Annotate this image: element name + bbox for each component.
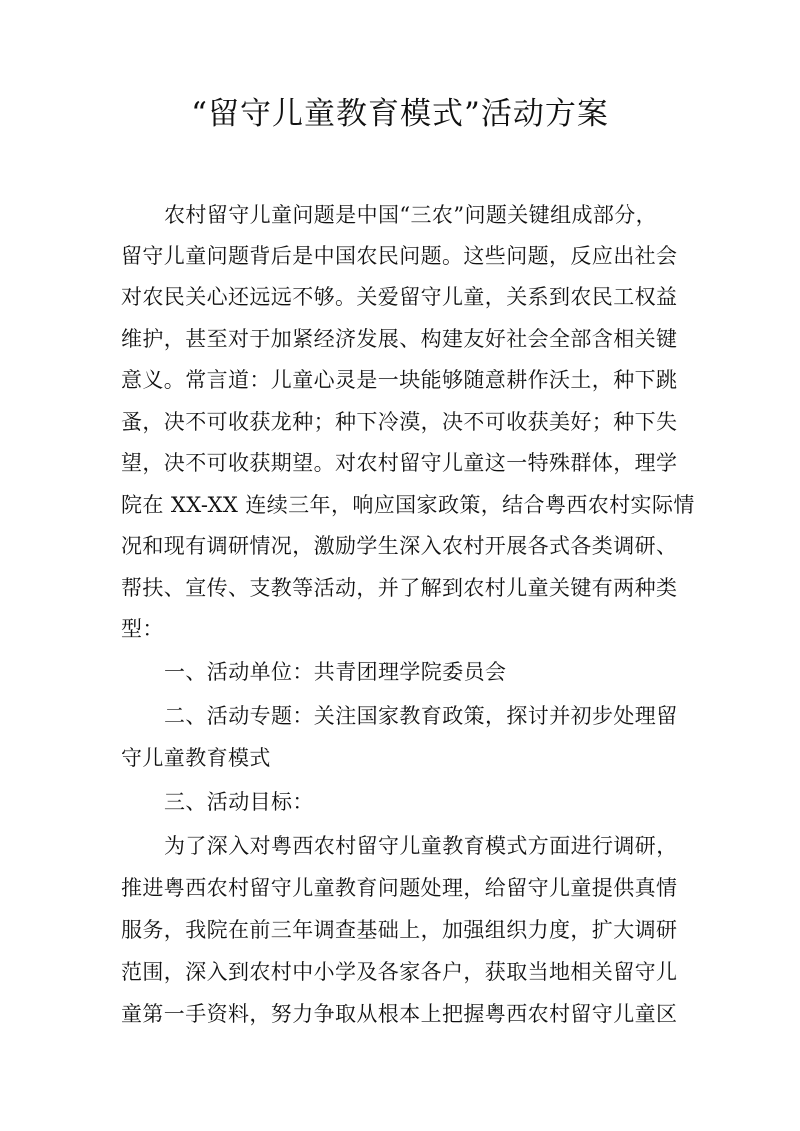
- body-line: 童第一手资料，努力争取从根本上把握粤西农村留守儿童区: [121, 1002, 678, 1026]
- body-line: 望，决不可收获期望。对农村留守儿童这一特殊群体，理学: [121, 451, 678, 475]
- body-line: 服务，我院在前三年调查基础上，加强组织力度，扩大调研: [121, 918, 678, 942]
- body-line: 维护，甚至对于加紧经济发展、构建友好社会全部含相关键: [121, 327, 678, 351]
- body-line: 农村留守儿童问题是中国“三农”问题关键组成部分，: [164, 203, 658, 227]
- body-line: 院在 XX-XX 连续三年，响应国家政策，结合粤西农村实际情: [121, 493, 695, 517]
- body-line: 型：: [121, 617, 164, 641]
- section-heading-goal: 三、活动目标：: [164, 790, 314, 814]
- body-line: 范围，深入到农村中小学及各家各户，获取当地相关留守儿: [121, 960, 678, 984]
- body-line: 蚤，决不可收获龙种；种下冷漠，决不可收获美好；种下失: [121, 410, 678, 434]
- body-line: 守儿童教育模式: [121, 746, 271, 770]
- document-title: “留守儿童教育模式”活动方案: [191, 96, 609, 132]
- body-line: 对农民关心还远远不够。关爱留守儿童，关系到农民工权益: [121, 285, 678, 309]
- body-line: 留守儿童问题背后是中国农民问题。这些问题，反应出社会: [121, 244, 678, 268]
- section-heading-topic: 二、活动专题：关注国家教育政策，探讨并初步处理留: [164, 704, 678, 728]
- body-line: 帮扶、宣传、支教等活动，并了解到农村儿童关键有两种类: [121, 576, 678, 600]
- body-line: 况和现有调研情况，激励学生深入农村开展各式各类调研、: [121, 534, 678, 558]
- body-line: 意义。常言道：儿童心灵是一块能够随意耕作沃土，种下跳: [121, 368, 678, 392]
- section-heading-unit: 一、活动单位：共青团理学院委员会: [164, 660, 507, 684]
- body-line: 为了深入对粤西农村留守儿童教育模式方面进行调研，: [164, 834, 678, 858]
- body-line: 推进粤西农村留守儿童教育问题处理，给留守儿童提供真情: [121, 876, 678, 900]
